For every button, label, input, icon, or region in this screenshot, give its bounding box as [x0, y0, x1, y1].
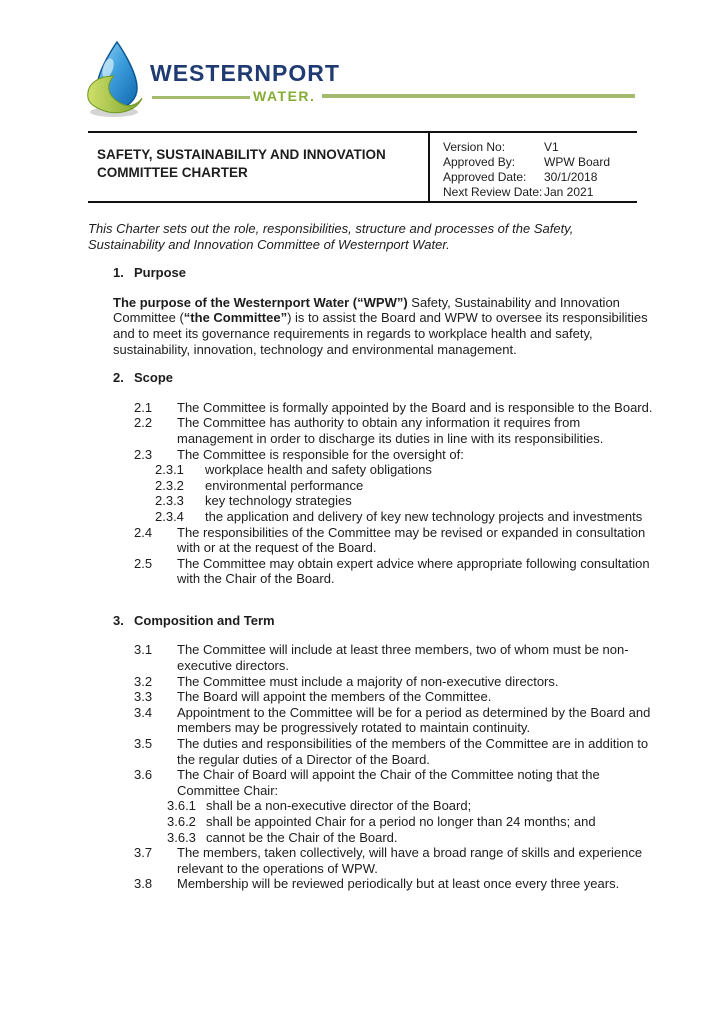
subclause-text: the application and delivery of key new technology projects and investments — [205, 508, 643, 524]
clause-number: 3.3 — [134, 689, 153, 705]
subclause-number: 3.6.3 — [167, 829, 196, 845]
subclause-number: 3.6.2 — [167, 814, 196, 829]
clause-text: The Committee may obtain expert advice where appropriate following consultation with the Chair of the Board. — [177, 555, 650, 587]
charter-title — [88, 133, 428, 201]
subclause-text: shall be a non-executive director of the Board; — [206, 798, 472, 814]
section-title: Scope — [134, 370, 174, 386]
clause-item — [134, 642, 655, 673]
clause-text: The Chair of Board will appoint the Chair of the Committee noting that the Committee Chair: — [177, 767, 600, 798]
clause-item — [134, 845, 655, 876]
subclause-item — [155, 462, 648, 478]
meta-row-next-review — [443, 185, 637, 200]
meta-row-approved-by — [443, 155, 637, 170]
clause-number: 3.7 — [134, 845, 153, 861]
subclause-number: 2.3.4 — [155, 508, 184, 524]
meta-label: Next Review Date: — [443, 185, 543, 199]
clause-item — [134, 400, 655, 416]
subclause-item — [167, 798, 648, 814]
purpose-bold-committee: “the Committee” — [183, 310, 288, 326]
intro-paragraph: This Charter sets out the role, responsibilities, structure and processes of the Safety, Sustainability and Innovation Committee of Westernport Water. — [88, 221, 574, 252]
subclause-item — [155, 493, 648, 509]
subclause-number: 2.3.1 — [155, 462, 184, 478]
clause-item — [134, 415, 655, 446]
clause-item — [134, 705, 655, 736]
section-title: Purpose — [134, 265, 187, 281]
clause-text: The Committee has authority to obtain any information it requires from management in order to discharge its duties in line with its responsibilities. — [177, 415, 604, 446]
meta-value: 30/1/2018 — [544, 170, 598, 184]
clause-item — [134, 674, 655, 690]
section-number: 2. — [113, 370, 124, 386]
document-content — [88, 214, 653, 892]
meta-row-version — [443, 140, 637, 155]
clause-item — [134, 447, 655, 463]
clause-text: The members, taken collectively, will have a broad range of skills and experience relevant to the operations of WPW. — [177, 845, 643, 876]
meta-label: Approved Date: — [443, 170, 527, 184]
logo-brand-water: WATER. — [253, 88, 316, 104]
clause-text: The responsibilities of the Committee may be revised or expanded in consultation with or at the request of the Board. — [177, 524, 646, 556]
purpose-normal-1: Safety, Sustainability and Innovation Committee ( — [113, 294, 620, 326]
logo-underline-right — [322, 94, 635, 98]
subclause-text: key technology strategies — [205, 493, 352, 509]
subclause-text: workplace health and safety obligations — [205, 462, 432, 478]
clause-number: 2.3 — [134, 446, 153, 462]
meta-value: Jan 2021 — [544, 185, 594, 199]
subclause-text: cannot be the Chair of the Board. — [206, 829, 398, 845]
purpose-bold-wpw: The purpose of the Westernport Water (“WPW”) — [113, 294, 408, 310]
section-heading-purpose — [113, 265, 637, 281]
clause-number: 2.5 — [134, 555, 153, 571]
scope-clause-list — [134, 400, 655, 587]
purpose-normal-2: ) is to assist the Board and WPW to oversee its responsibilities and to meet its governance requirements in regards to workplace health and safety, sustainability, innovation, technology and environmental management. — [113, 310, 648, 357]
meta-label: Version No: — [443, 140, 506, 154]
scope-subclause-list — [155, 462, 648, 524]
clause-item — [134, 525, 655, 556]
clause-item — [134, 556, 655, 587]
charter-title-line2: COMMITTEE CHARTER — [97, 164, 248, 180]
clause-text: The duties and responsibilities of the members of the Committee are in addition to the regular duties of a Director of the Board. — [177, 736, 649, 767]
subclause-item — [155, 478, 648, 494]
clause-text: The Committee must include a majority of non-executive directors. — [177, 673, 559, 689]
clause-text: The Committee is responsible for the oversight of: — [177, 446, 464, 462]
clause-number: 3.2 — [134, 673, 153, 689]
charter-header — [88, 131, 637, 203]
meta-row-approved-date — [443, 170, 637, 185]
clause-number: 2.2 — [134, 415, 153, 431]
version-info-table — [428, 133, 637, 201]
clause-text: Membership will be reviewed periodically but at least once every three years. — [177, 876, 620, 892]
logo-brand-name: WESTERNPORT — [150, 60, 340, 86]
clause-item — [134, 767, 655, 798]
purpose-paragraph — [113, 295, 653, 357]
composition-clause-list — [134, 642, 655, 892]
subclause-text: environmental performance — [205, 477, 364, 493]
logo-underline-left — [152, 96, 250, 99]
clause-number: 2.1 — [134, 399, 153, 415]
clause-item — [134, 876, 655, 892]
clause-item — [134, 689, 655, 705]
clause-text: Appointment to the Committee will be for a period as determined by the Board and members may be progressively rotated to maintain continuity. — [177, 704, 651, 736]
subclause-number: 3.6.1 — [167, 798, 196, 814]
clause-number: 3.4 — [134, 704, 153, 720]
clause-number: 3.5 — [134, 736, 153, 752]
clause-number: 3.8 — [134, 876, 153, 892]
subclause-number: 2.3.2 — [155, 477, 184, 493]
clause-number: 3.6 — [134, 767, 153, 783]
composition-subclause-list — [167, 798, 648, 845]
section-heading-scope — [113, 370, 637, 386]
meta-value: V1 — [544, 140, 559, 154]
section-title: Composition and Term — [134, 612, 275, 628]
water-drop-leaf-icon — [86, 40, 148, 118]
subclause-number: 2.3.3 — [155, 493, 184, 509]
clause-number: 3.1 — [134, 642, 153, 658]
clause-text: The Board will appoint the members of the Committee. — [177, 689, 492, 705]
meta-label: Approved By: — [443, 155, 516, 169]
clause-text: The Committee will include at least three members, two of whom must be non-executive directors. — [177, 642, 629, 674]
westernport-water-logo — [86, 38, 637, 118]
subclause-item — [167, 814, 648, 830]
subclause-item — [155, 509, 648, 525]
subclause-text: shall be appointed Chair for a period no longer than 24 months; and — [206, 814, 596, 829]
clause-text: The Committee is formally appointed by the Board and is responsible to the Board. — [177, 399, 653, 415]
section-heading-composition — [113, 613, 637, 629]
section-number: 3. — [113, 612, 124, 628]
meta-value: WPW Board — [544, 155, 611, 169]
clause-number: 2.4 — [134, 524, 153, 540]
clause-item — [134, 736, 655, 767]
subclause-item — [167, 830, 648, 846]
section-number: 1. — [113, 265, 124, 281]
charter-title-line1: SAFETY, SUSTAINABILITY AND INNOVATION — [97, 147, 386, 162]
